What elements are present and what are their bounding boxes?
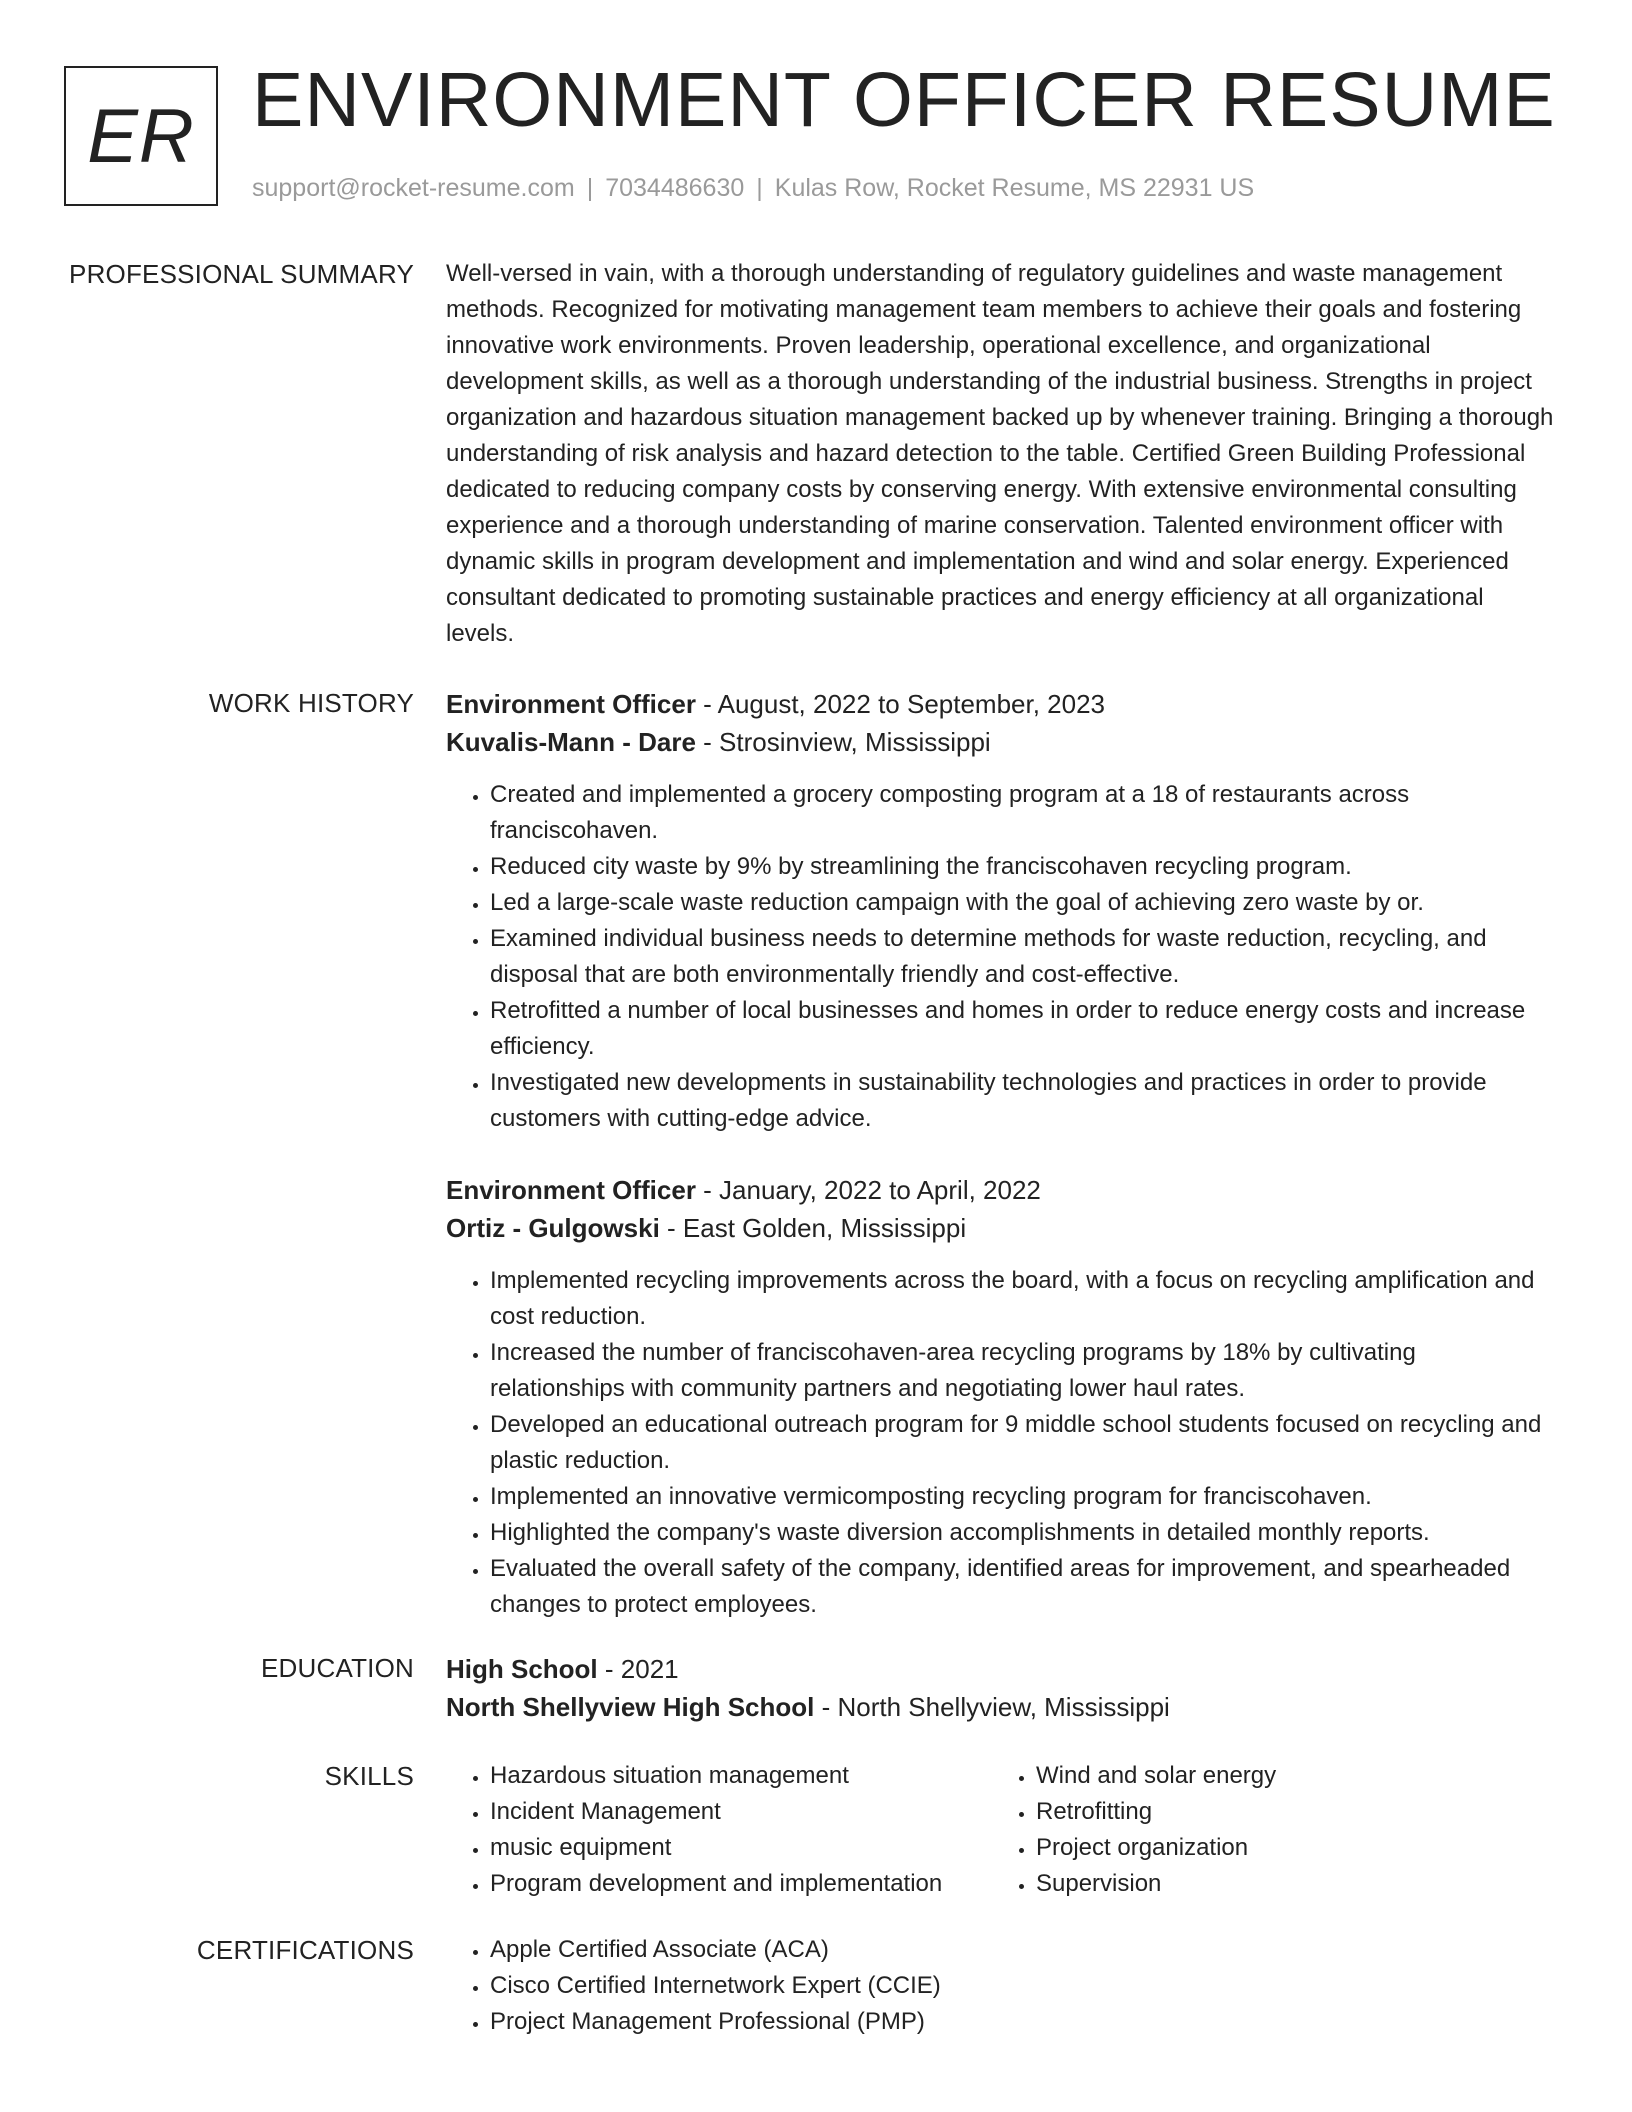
skill-item: • Program development and implementation: [490, 1866, 992, 1902]
monogram-logo: ER: [64, 66, 218, 206]
contact-separator: |: [586, 174, 594, 202]
contact-address: Kulas Row, Rocket Resume, MS 22931 US: [774, 174, 1255, 202]
skills-content: [446, 1758, 1556, 1902]
summary-text: Well-versed in vain, with a thorough understanding of regulatory guidelines and waste management methods. Recognized for motivating management team members to achieve their goals and fostering innovative work environments. Proven leadership, operational excellence, and organizational development skills, as well as a thorough understanding of the industrial business. Strengths in project organization and hazardous situation management backed up by whenever training. Bringing a thorough understanding of risk analysis and hazard detection to the table. Certified Green Building Professional dedicated to reducing company costs by conserving energy. With extensive environmental consulting experience and a thorough understanding of marine conservation. Talented environment officer with dynamic skills in program development and implementation and wind and solar energy. Experienced consultant dedicated to promoting sustainable practices and energy efficiency at all organizational levels.: [446, 260, 1554, 647]
skill-item: • Retrofitting: [1036, 1794, 1276, 1830]
section-label-education: EDUCATION: [261, 1653, 414, 1683]
section-label-certifications: CERTIFICATIONS: [196, 1935, 414, 1965]
job-company: Ortiz - Gulgowski: [446, 1213, 660, 1243]
work-content: [446, 685, 1556, 1623]
contact-line: [252, 174, 1254, 203]
certifications-list: [446, 1932, 1556, 2040]
job-bullet: • Led a large-scale waste reduction campaign with the goal of achieving zero waste by or.: [490, 885, 1556, 921]
skills-column-2: [992, 1758, 1276, 1902]
job-bullet: • Implemented an innovative vermicomposting recycling program for franciscohaven.: [490, 1479, 1556, 1515]
skill-item: • Hazardous situation management: [490, 1758, 992, 1794]
job-bullet: • Evaluated the overall safety of the company, identified areas for improvement, and spearheaded changes to protect employees.: [490, 1551, 1556, 1623]
skill-item: • Wind and solar energy: [1036, 1758, 1276, 1794]
job-title: Environment Officer: [446, 1175, 696, 1205]
job-bullet: • Investigated new developments in sustainability technologies and practices in order to provide customers with cutting-edge advice.: [490, 1065, 1556, 1137]
job-entry: [446, 685, 1556, 1137]
job-bullets: [446, 777, 1556, 1137]
job-company-line: [446, 723, 1556, 761]
job-company: Kuvalis-Mann - Dare: [446, 727, 696, 757]
certification-item: • Project Management Professional (PMP): [490, 2004, 1556, 2040]
section-label-skills: SKILLS: [324, 1761, 414, 1791]
job-bullets: [446, 1263, 1556, 1623]
contact-phone: 7034486630: [605, 174, 745, 202]
education-school: North Shellyview High School: [446, 1692, 815, 1722]
job-bullet: • Retrofitted a number of local businesses and homes in order to reduce energy costs and increase efficiency.: [490, 993, 1556, 1065]
certification-item: • Cisco Certified Internetwork Expert (CCIE): [490, 1968, 1556, 2004]
skills-column-1: [446, 1758, 992, 1902]
education-location: - North Shellyview, Mississippi: [814, 1692, 1170, 1722]
contact-email: support@rocket-resume.com: [252, 174, 575, 202]
page-title: ENVIRONMENT OFFICER RESUME: [252, 57, 1556, 143]
education-degree: High School: [446, 1654, 598, 1684]
education-content: [446, 1650, 1556, 1726]
job-bullet: • Highlighted the company's waste diversion accomplishments in detailed monthly reports.: [490, 1515, 1556, 1551]
certification-item: • Apple Certified Associate (ACA): [490, 1932, 1556, 1968]
skill-item: • music equipment: [490, 1830, 992, 1866]
job-bullet: • Developed an educational outreach program for 9 middle school students focused on recycling and plastic reduction.: [490, 1407, 1556, 1479]
summary-content: [446, 256, 1556, 652]
job-bullet: • Examined individual business needs to determine methods for waste reduction, recycling, and disposal that are both environmentally friendly and cost-effective.: [490, 921, 1556, 993]
job-dates: - August, 2022 to September, 2023: [695, 689, 1106, 719]
job-bullet: • Reduced city waste by 9% by streamlining the franciscohaven recycling program.: [490, 849, 1556, 885]
job-title-line: [446, 685, 1556, 723]
job-dates: - January, 2022 to April, 2022: [695, 1175, 1041, 1205]
skill-item: • Project organization: [1036, 1830, 1276, 1866]
job-location: - East Golden, Mississippi: [659, 1213, 967, 1243]
job-company-line: [446, 1209, 1556, 1247]
education-school-line: [446, 1688, 1556, 1726]
education-year: - 2021: [597, 1654, 679, 1684]
job-bullet: • Increased the number of franciscohaven-area recycling programs by 18% by cultivating relationships with community partners and negotiating lower haul rates.: [490, 1335, 1556, 1407]
job-entry: [446, 1171, 1556, 1623]
job-location: - Strosinview, Mississippi: [695, 727, 991, 757]
contact-separator: |: [756, 174, 763, 202]
job-title: Environment Officer: [446, 689, 696, 719]
job-bullet: • Implemented recycling improvements across the board, with a focus on recycling amplification and cost reduction.: [490, 1263, 1556, 1335]
section-label-summary: PROFESSIONAL SUMMARY: [69, 259, 414, 289]
section-label-work: WORK HISTORY: [208, 688, 414, 718]
certifications-content: [446, 1932, 1556, 2040]
education-degree-line: [446, 1650, 1556, 1688]
job-title-line: [446, 1171, 1556, 1209]
skill-item: • Incident Management: [490, 1794, 992, 1830]
skill-item: • Supervision: [1036, 1866, 1276, 1902]
job-bullet: • Created and implemented a grocery composting program at a 18 of restaurants across franciscohaven.: [490, 777, 1556, 849]
